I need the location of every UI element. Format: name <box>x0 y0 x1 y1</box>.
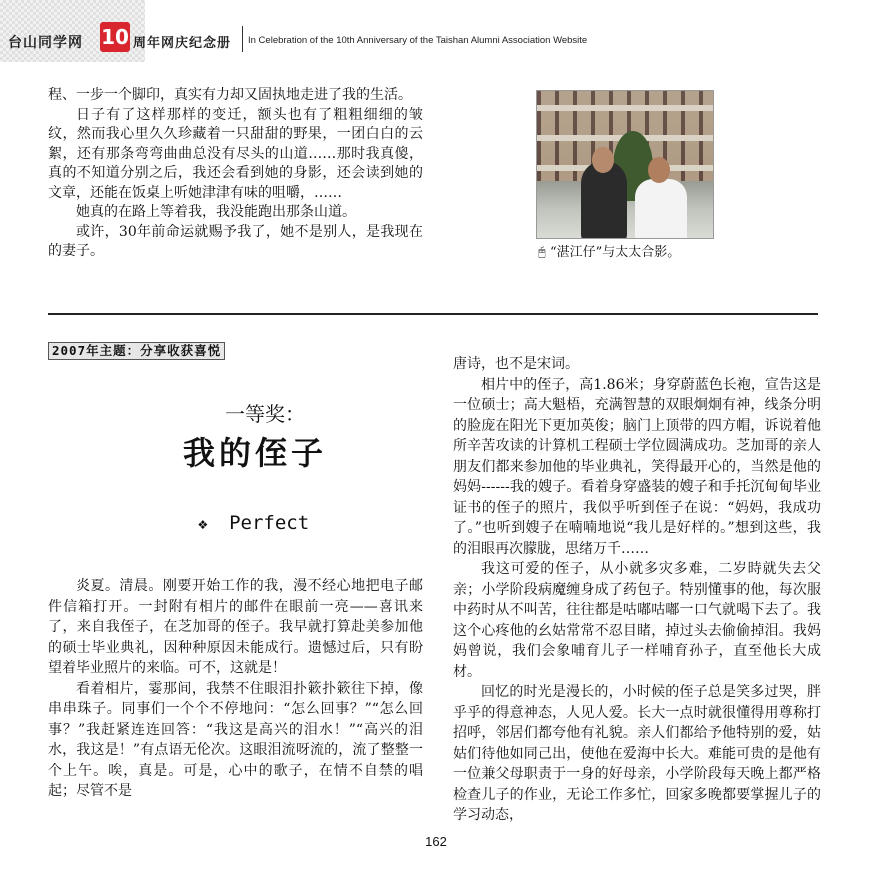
mouse-pointer-icon: 🖰 <box>538 245 546 260</box>
diamond-icon: ❖ <box>198 514 208 533</box>
body-paragraph: 回忆的时光是漫长的，小时候的侄子总是笑多过哭，胖乎乎的得意神态，人见人爱。长大一点时就很懂得用尊称打招呼，邻居们都夸他有礼貌。亲人们都给予他特别的爱，姑姑们待他如同己出，使他在爱海中长大。难能可贵的是他有一位兼父母职责于一身的好母亲，小学阶段每天晚上都严格检查儿子的作业，无论工作多忙，回家多晚都要掌握儿子的学习动态， <box>453 684 821 823</box>
article-title: 我的侄子 <box>182 434 327 472</box>
body-paragraph: 唐诗，也不是宋词。 <box>453 356 579 372</box>
header-english-title: In Celebration of the 10th Anniversary of the Taishan Alumni Association Website <box>248 35 588 46</box>
article-left-column <box>48 576 423 802</box>
page-number: 162 <box>425 834 447 849</box>
body-paragraph: 相片中的侄子，高1.86米；身穿蔚蓝色长袍，宣告这是一位硕士；高大魁梧，充满智慧的双眼炯炯有神，线条分明的脸庞在阳光下更加英俊；脑门上顶带的四方帽，诉说着他所辛苦攻读的计算机工程硕士学位圆满成功。芝加哥的亲人朋友们都来参加他的毕业典礼，笑得最开心的，当然是他的妈妈------我的嫂子。看着身穿盛装的嫂子和手托沉甸甸毕业证书的侄子的照片，我似乎听到侄子在说：“妈妈，我成功了。”也听到嫂子在喃喃地说“我儿是好样的。”想到这些，我的泪眼再次朦胧，思绪万千…… <box>453 376 821 557</box>
top-paragraph: 她真的在路上等着我，我没能跑出那条山道。 <box>76 204 356 220</box>
author-name: Perfect <box>229 512 310 534</box>
anniversary-badge: 10 <box>100 22 130 52</box>
header-brand-right: 周年网庆纪念册 <box>133 36 232 51</box>
photo-caption-text: “湛江仔”与太太合影。 <box>549 245 681 260</box>
page-header <box>0 0 872 62</box>
body-paragraph: 看着相片，霎那间，我禁不住眼泪扑簌扑簌往下掉，像串串珠子。同事们一个个不停地问：“怎么回事？”“怎么回事？”我赶紧连连回答：“我这是高兴的泪水！”“高兴的泪水，我这是！”有点语无伦次。这眼泪流呀流的，流了整整一个上午。唉，真是。可是，心中的歌子，在情不自禁的唱起；尽管不是 <box>48 680 423 799</box>
section-divider <box>48 313 818 315</box>
article-right-column <box>453 354 821 826</box>
top-paragraph: 程、一步一个脚印，真实有力却又固执地走进了我的生活。 <box>48 87 412 103</box>
header-brand-left: 台山同学网 <box>8 35 83 51</box>
header-divider <box>242 26 243 52</box>
top-continued-text <box>48 86 423 262</box>
theme-label: 2007年主题：分享收获喜悦 <box>48 342 225 360</box>
photo-man <box>635 179 687 239</box>
award-label: 一等奖： <box>225 402 305 426</box>
body-paragraph: 炎夏。清晨。刚要开始工作的我，漫不经心地把电子邮件信箱打开。一封附有相片的邮件在眼前一亮——喜讯来了，来自我侄子，在芝加哥的侄子。我早就打算赴美参加他的硕士毕业典礼，因种种原因未能成行。遗憾过后，只有盼望着毕业照片的来临。可不，这就是！ <box>48 578 423 676</box>
body-paragraph: 我这可爱的侄子，从小就多灾多难，二岁時就失去父亲；小学阶段病魔缠身成了药包子。特别懂事的他，每次服中药时从不叫苦，往往都是咕嘟咕嘟一口气就喝下去了。我这个心疼他的幺姑常常不忍目睹，掉过头去偷偷掉泪。我妈妈曾说，我们会象哺育儿子一样哺育孙子，直至他长大成材。 <box>453 561 821 680</box>
couple-photo <box>536 90 714 239</box>
photo-caption <box>538 241 680 260</box>
author-line <box>198 512 309 534</box>
top-paragraph: 日子有了这样那样的变迁，额头也有了粗粗细细的皱纹，然而我心里久久珍藏着一只甜甜的野果，一团白白的云絮，还有那条弯弯曲曲总没有尽头的山道……那时我真傻，真的不知道分别之后，我还会看到她的身影，还会读到她的文章，还能在饭桌上听她津津有味的咀嚼，…… <box>48 106 423 201</box>
top-paragraph: 或许，30年前命运就赐予我了，她不是别人，是我现在的妻子。 <box>48 223 423 259</box>
